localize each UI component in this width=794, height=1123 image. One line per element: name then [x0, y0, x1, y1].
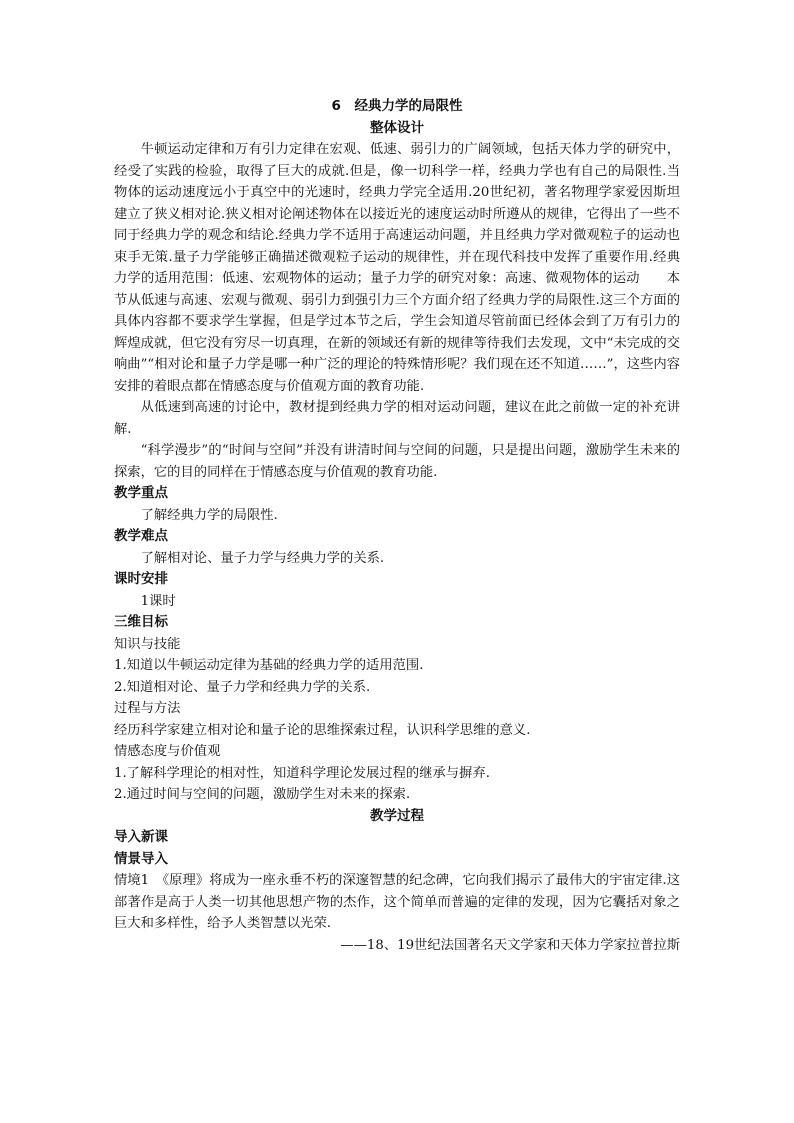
teaching-process-heading: 教学过程: [370, 807, 424, 824]
key-point-heading: 教学重点: [114, 485, 168, 501]
emotion-values-heading: 情感态度与价值观: [114, 744, 221, 759]
section-heading-overall-design: 整体设计: [370, 119, 424, 136]
intro-paragraph-3: “科学漫步”的“时间与空间”并没有讲清时间与空间的问题，只是提出问题，激励学生未来的探索，它的目的同样在于情感态度与价值观的教育功能.: [114, 443, 680, 480]
process-goal-1: 经历科学家建立相对论和量子论的思维探索过程，认识科学思维的意义.: [114, 722, 531, 738]
emotion-goal-2: 2.通过时间与空间的问题，激励学生对未来的探索.: [114, 787, 411, 802]
knowledge-goal-2: 2.知道相对论、量子力学和经典力学的关系.: [114, 679, 371, 695]
scene-1-text: 情境1 《原理》将成为一座永垂不朽的深邃智慧的纪念碑，它向我们揭示了最伟大的宇宙定律.这部著作是高于人类一切其他思想产物的杰作，这个简单而普遍的定律的发现，因为它囊括对象之巨大和多样性，给予人类智慧以光荣.: [114, 873, 680, 931]
goals-heading: 三维目标: [114, 614, 168, 630]
schedule-heading: 课时安排: [114, 571, 168, 587]
intro-paragraph-1: 牛顿运动定律和万有引力定律在宏观、低速、弱引力的广阔领域，包括天体力学的研究中，经受了实践的检验，取得了巨大的成就.但是，像一切科学一样，经典力学也有自己的局限性.当物体的运动速度远小于真空中的光速时，经典力学完全适用.20世纪初，著名物理学家爱因斯坦建立了狭义相对论.狭义相对论阐述物体在以接近光的速度运动时所遵从的规律，它得出了一些不同于经典力学的观念和结论.经典力学不适用于高速运动问题，并且经典力学对微观粒子的运动也束手无策.量子力学能够正确描述微观粒子运动的规律性，并在现代科技中发挥了重要作用.经典力学的适用范围：低速、宏观物体的运动；量子力学的研究对象：高速、微观物体的运动 本节从低速与高速、宏观与微观、弱引力到强引力三个方面介绍了经典力学的局限性.这三个方面的具体内容都不要求学生掌握，但是学过本节之后，学生会知道尽管前面已经体会到了万有引力的辉煌成就，但它没有穷尽一切真理，在新的领域还有新的规律等待我们去发现，文中“未完成的交响曲”“相对论和量子力学是哪一种广泛的理论的特殊情形呢？我们现在还不知道……”，这些内容安排的着眼点都在情感态度与价值观方面的教育功能.: [114, 142, 680, 394]
document-page: [114, 96, 680, 956]
difficulty-heading: 教学难点: [114, 528, 168, 544]
intro-paragraph-2: 从低速到高速的讨论中，教材提到经典力学的相对运动问题，建议在此之前做一定的补充讲解.: [114, 400, 680, 437]
process-method-heading: 过程与方法: [114, 701, 181, 716]
difficulty-text: 了解相对论、量子力学与经典力学的关系.: [140, 550, 385, 566]
lesson-title: 6 经典力学的局限性: [331, 98, 463, 114]
knowledge-skills-heading: 知识与技能: [114, 636, 181, 652]
lesson-intro-heading: 导入新课: [114, 829, 168, 845]
schedule-text: 1课时: [140, 593, 176, 609]
quote-attribution: ——18、19世纪法国著名天文学家和天体力学家拉普拉斯: [340, 937, 680, 953]
key-point-text: 了解经典力学的局限性.: [140, 507, 278, 523]
emotion-goal-1: 1.了解科学理论的相对性，知道科学理论发展过程的继承与摒弃.: [114, 765, 490, 781]
knowledge-goal-1: 1.知道以牛顿运动定律为基础的经典力学的适用范围.: [114, 658, 424, 673]
scene-intro-heading: 情景导入: [114, 850, 168, 867]
